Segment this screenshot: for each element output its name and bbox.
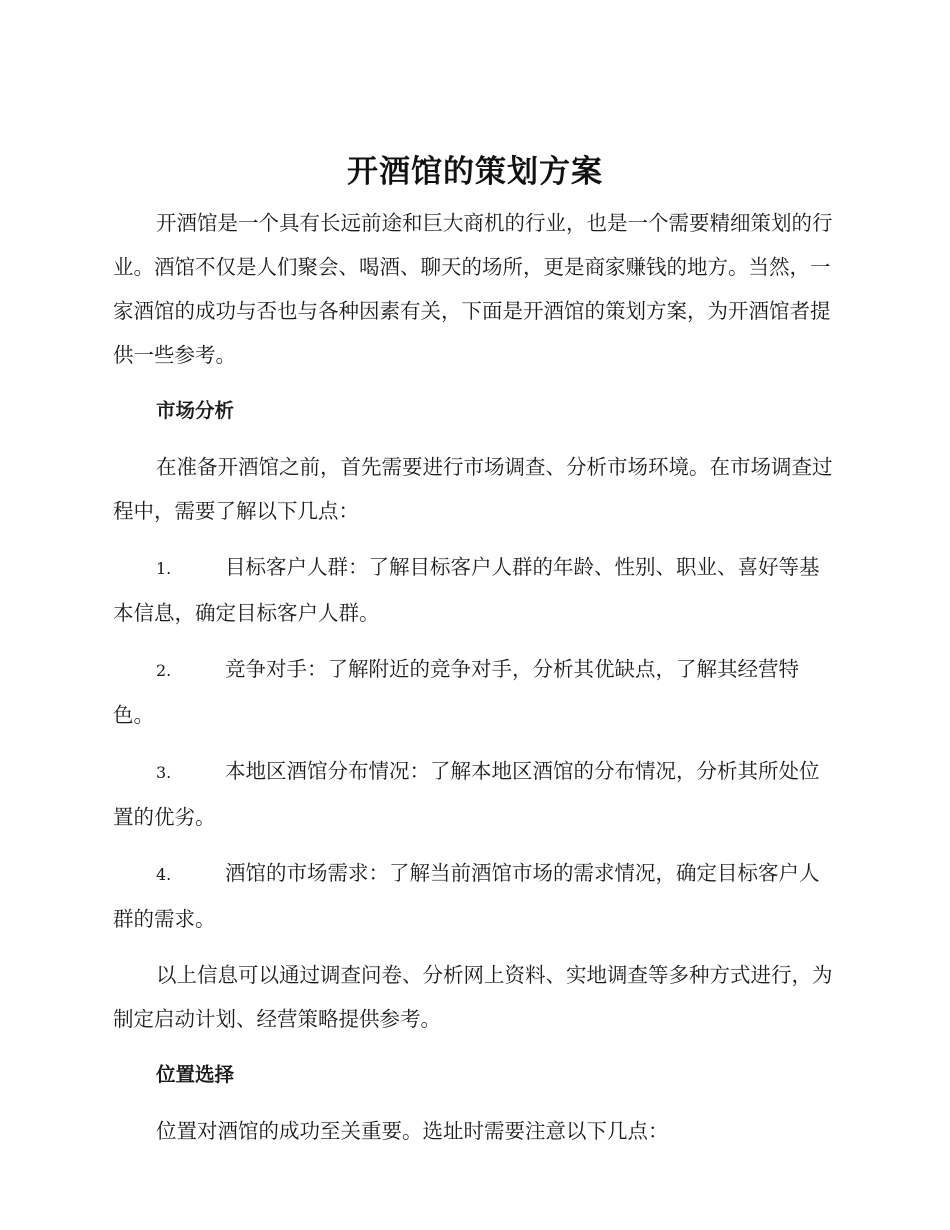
- section-heading-market-analysis: 市场分析: [156, 399, 235, 422]
- list-item-text: 本地区酒馆分布情况：了解本地区酒馆的分布情况，分析其所处位置的优劣。: [113, 759, 820, 829]
- list-number: 4.: [156, 865, 172, 884]
- list-number: 2.: [156, 661, 172, 680]
- location-lead: 位置对酒馆的成功至关重要。选址时需要注意以下几点：: [156, 1119, 669, 1143]
- market-analysis-lead: 在准备开酒馆之前，首先需要进行市场调查、分析市场环境。在市场调查过程中，需要了解以下几点：: [113, 455, 833, 523]
- list-number: 3.: [156, 763, 172, 782]
- list-item: [113, 647, 837, 737]
- list-item-text: 竞争对手：了解附近的竞争对手，分析其优缺点，了解其经营特色。: [113, 657, 799, 727]
- list-item-text: 目标客户人群：了解目标客户人群的年龄、性别、职业、喜好等基本信息，确定目标客户人群。: [113, 555, 820, 625]
- list-item-text: 酒馆的市场需求：了解当前酒馆市场的需求情况，确定目标客户人群的需求。: [113, 861, 820, 931]
- list-item: [113, 749, 837, 839]
- list-number: 1.: [156, 559, 172, 578]
- list-item: [113, 851, 837, 941]
- intro-paragraph: 开酒馆是一个具有长远前途和巨大商机的行业，也是一个需要精细策划的行业。酒馆不仅是人们聚会、喝酒、聊天的场所，更是商家赚钱的地方。当然，一家酒馆的成功与否也与各种因素有关，下面是开酒馆的策划方案，为开酒馆者提供一些参考。: [113, 211, 833, 367]
- document-title: 开酒馆的策划方案: [347, 154, 603, 190]
- list-item: [113, 545, 837, 635]
- section-heading-location: 位置选择: [156, 1063, 235, 1086]
- document-body: [113, 201, 837, 1153]
- market-analysis-closing: 以上信息可以通过调查问卷、分析网上资料、实地调查等多种方式进行，为制定启动计划、经营策略提供参考。: [113, 963, 833, 1031]
